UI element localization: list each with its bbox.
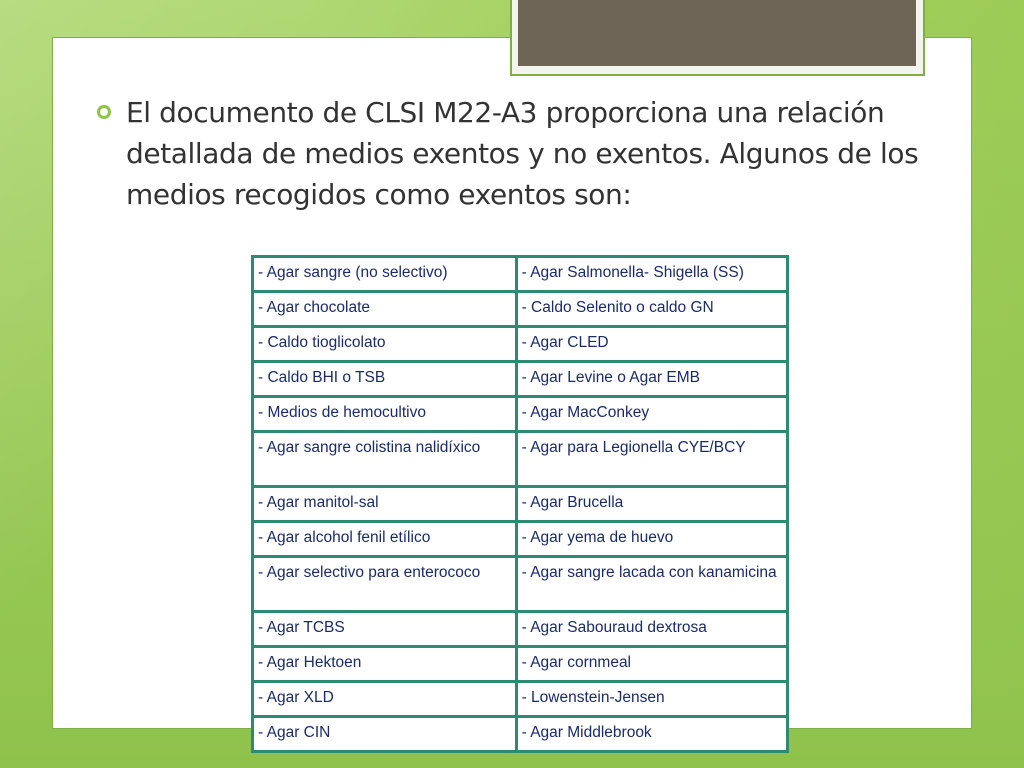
table-row	[253, 327, 788, 362]
table-cell: - Agar Levine o Agar EMB	[516, 362, 787, 397]
table-row	[253, 362, 788, 397]
table-cell: - Lowenstein-Jensen	[516, 682, 787, 717]
table-cell: - Caldo Selenito o caldo GN	[516, 292, 787, 327]
table-cell: - Agar manitol-sal	[253, 487, 517, 522]
table-cell: - Agar MacConkey	[516, 397, 787, 432]
table-cell: - Agar Salmonella- Shigella (SS)	[516, 257, 787, 292]
table-row	[253, 717, 788, 752]
table-row	[253, 612, 788, 647]
table-cell: - Agar CLED	[516, 327, 787, 362]
table-cell: - Agar Middlebrook	[516, 717, 787, 752]
table-row	[253, 432, 788, 487]
bullet-ring-icon	[97, 105, 111, 119]
table-cell: - Agar Hektoen	[253, 647, 517, 682]
exempt-media-table	[251, 255, 789, 753]
table-cell: - Agar alcohol fenil etílico	[253, 522, 517, 557]
table-row	[253, 487, 788, 522]
table-cell: - Agar sangre colistina nalidíxico	[253, 432, 517, 487]
table-cell: - Agar yema de huevo	[516, 522, 787, 557]
table-cell: - Caldo BHI o TSB	[253, 362, 517, 397]
table-cell: - Agar cornmeal	[516, 647, 787, 682]
table-cell: - Agar Brucella	[516, 487, 787, 522]
table-row	[253, 682, 788, 717]
table-row	[253, 397, 788, 432]
table-cell: - Agar sangre (no selectivo)	[253, 257, 517, 292]
table-cell: - Agar sangre lacada con kanamicina	[516, 557, 787, 612]
table-row	[253, 647, 788, 682]
table-cell: - Medios de hemocultivo	[253, 397, 517, 432]
table-cell: - Agar Sabouraud dextrosa	[516, 612, 787, 647]
table-cell: - Agar CIN	[253, 717, 517, 752]
table-cell: - Agar chocolate	[253, 292, 517, 327]
table-cell: - Agar TCBS	[253, 612, 517, 647]
table-row	[253, 257, 788, 292]
table-cell: - Agar XLD	[253, 682, 517, 717]
table-cell: - Caldo tioglicolato	[253, 327, 517, 362]
table-row	[253, 522, 788, 557]
table-cell: - Agar selectivo para enterococo	[253, 557, 517, 612]
bullet-text: El documento de CLSI M22-A3 proporciona una relación detallada de medios exentos y no exentos. Algunos de los medios recogidos como exentos son:	[126, 96, 919, 211]
table-cell: - Agar para Legionella CYE/BCY	[516, 432, 787, 487]
table-row	[253, 557, 788, 612]
title-placeholder-box	[518, 0, 916, 66]
table-row	[253, 292, 788, 327]
